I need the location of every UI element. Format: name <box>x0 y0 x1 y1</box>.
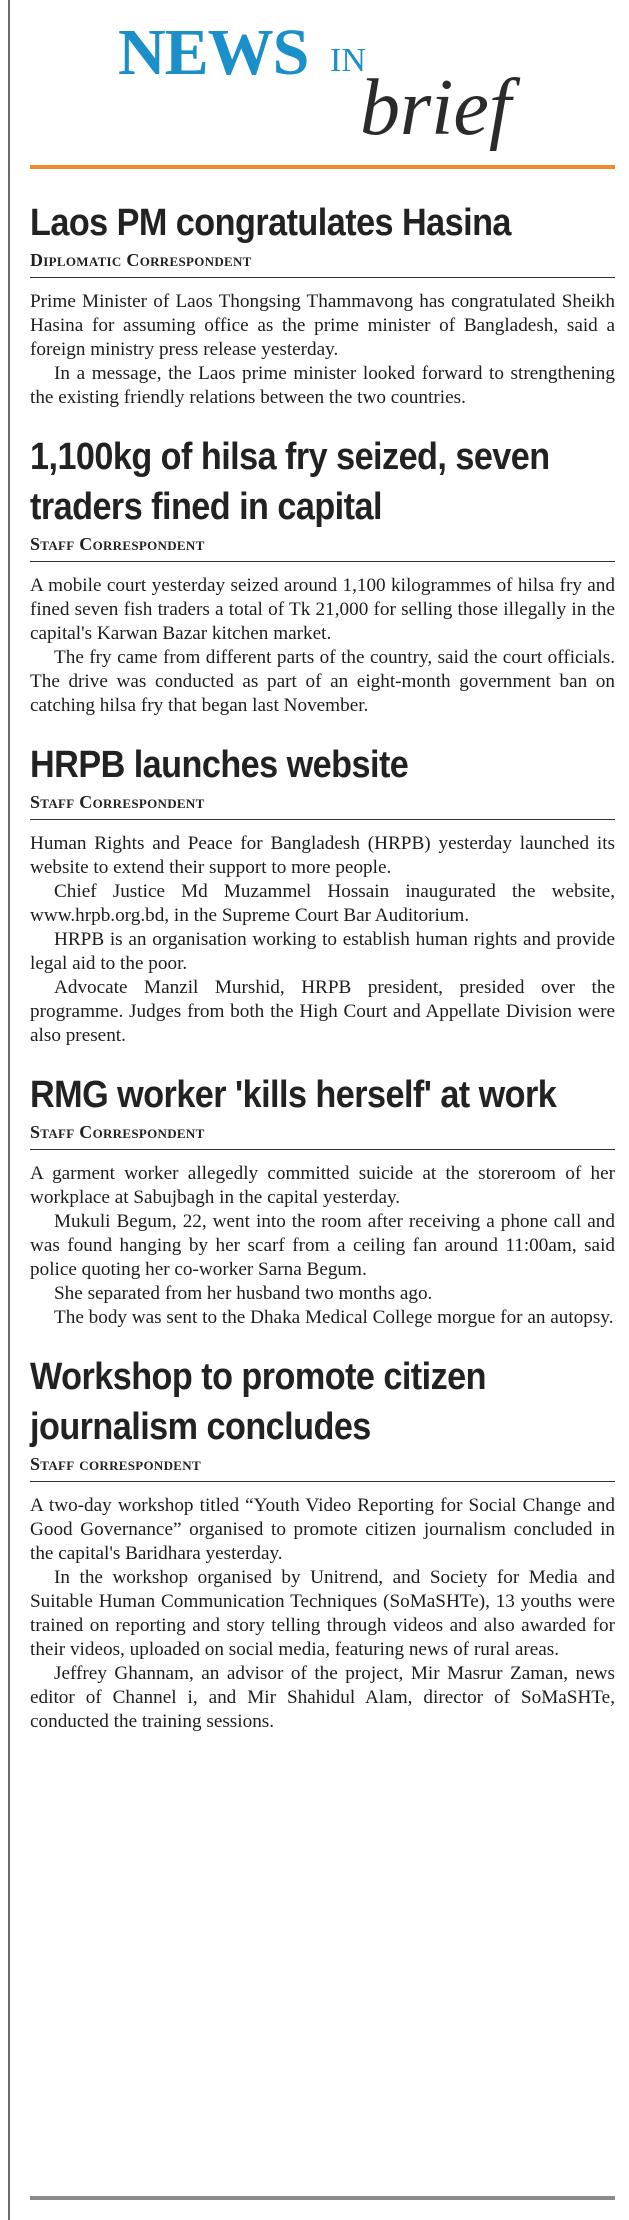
story-paragraph: HRPB is an organisation working to establish human rights and provide legal aid to the poor. <box>30 929 615 974</box>
story-laos-pm <box>30 198 615 410</box>
left-column-rule <box>8 0 10 2220</box>
story-headline <box>30 1070 557 1120</box>
story-body <box>30 832 615 1048</box>
headline-line: 1,100kg of hilsa fry seized, seven <box>30 436 550 478</box>
story-paragraph: In a message, the Laos prime minister looked forward to strengthening the existing friendly relations between the two countries. <box>30 363 615 408</box>
masthead-brief: brief <box>360 64 512 152</box>
story-body <box>30 1494 615 1734</box>
story-body <box>30 574 615 718</box>
story-byline: Diplomatic Correspondent <box>30 250 615 278</box>
story-byline: Staff Correspondent <box>30 1122 615 1150</box>
story-paragraph: A mobile court yesterday seized around 1,100 kilogrammes of hilsa fry and fined seven fish traders a total of Tk 21,000 for selling those illegally in the capital's Karwan Bazar kitchen market. <box>30 575 615 644</box>
story-citizen-journalism <box>30 1352 615 1734</box>
story-paragraph: A garment worker allegedly committed suicide at the storeroom of her workplace at Sabujbagh in the capital yesterday. <box>30 1163 615 1208</box>
masthead-in: IN <box>330 42 366 79</box>
story-body <box>30 290 615 410</box>
story-paragraph: The body was sent to the Dhaka Medical College morgue for an autopsy. <box>54 1307 614 1328</box>
headline-line: HRPB launches website <box>30 744 409 786</box>
headline-line: journalism concludes <box>30 1406 371 1448</box>
story-byline: Staff Correspondent <box>30 534 615 562</box>
bottom-rule <box>30 2196 615 2200</box>
masthead-news: NEWS <box>118 16 309 89</box>
story-headline <box>30 740 557 790</box>
story-paragraph: In the workshop organised by Unitrend, and Society for Media and Suitable Human Communication Techniques (SoMaSHTe), 13 youths were trained on reporting and story telling through videos and also awarded for their videos, uploaded on social media, featuring news of rural areas. <box>30 1567 615 1660</box>
masthead <box>30 0 615 170</box>
story-headline <box>30 198 557 248</box>
story-headline <box>30 1352 557 1452</box>
story-headline <box>30 432 557 532</box>
headline-line: Laos PM congratulates Hasina <box>30 202 511 244</box>
news-in-brief-column <box>30 0 615 1734</box>
story-paragraph: Prime Minister of Laos Thongsing Thammavong has congratulated Sheikh Hasina for assuming office as the prime minister of Bangladesh, said a foreign ministry press release yesterday. <box>30 291 615 360</box>
story-paragraph: Mukuli Begum, 22, went into the room after receiving a phone call and was found hanging by her scarf from a ceiling fan around 11:00am, said police quoting her co-worker Sarna Begum. <box>30 1211 615 1280</box>
headline-line: Workshop to promote citizen <box>30 1356 487 1398</box>
story-byline: Staff Correspondent <box>30 792 615 820</box>
headline-line: RMG worker 'kills herself' at work <box>30 1074 557 1116</box>
story-paragraph: Jeffrey Ghannam, an advisor of the project, Mir Masrur Zaman, news editor of Channel i, and Mir Shahidul Alam, director of SoMaSHTe, conducted the training sessions. <box>30 1663 615 1732</box>
story-paragraph: Human Rights and Peace for Bangladesh (HRPB) yesterday launched its website to extend their support to more people. <box>30 833 615 878</box>
story-paragraph: She separated from her husband two months ago. <box>54 1283 433 1304</box>
story-byline: Staff correspondent <box>30 1454 615 1482</box>
story-paragraph: Advocate Manzil Murshid, HRPB president, presided over the programme. Judges from both the High Court and Appellate Division were also present. <box>30 977 615 1046</box>
masthead-orange-rule <box>30 165 615 169</box>
story-paragraph: A two-day workshop titled “Youth Video Reporting for Social Change and Good Governance” organised to promote citizen journalism concluded in the capital's Baridhara yesterday. <box>30 1495 615 1564</box>
story-hrpb-website <box>30 740 615 1048</box>
story-hilsa-fry <box>30 432 615 718</box>
story-body <box>30 1162 615 1330</box>
headline-line: traders fined in capital <box>30 486 382 528</box>
story-rmg-worker <box>30 1070 615 1330</box>
story-paragraph: The fry came from different parts of the country, said the court officials. The drive was conducted as part of an eight-month government ban on catching hilsa fry that began last November. <box>30 647 615 716</box>
story-paragraph: Chief Justice Md Muzammel Hossain inaugurated the website, www.hrpb.org.bd, in the Supreme Court Bar Auditorium. <box>30 881 615 926</box>
